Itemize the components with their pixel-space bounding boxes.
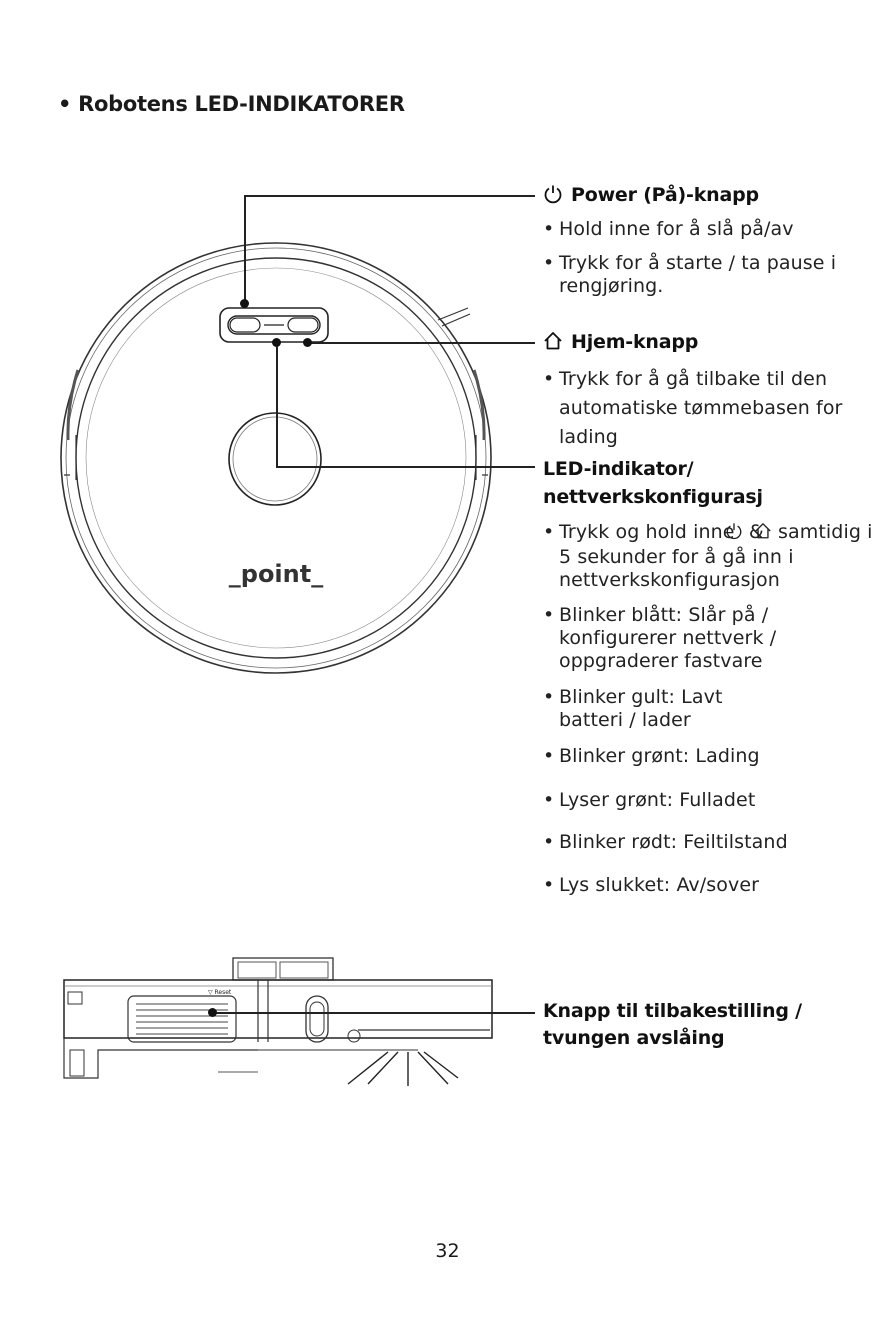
led-heading bbox=[543, 455, 763, 511]
led-status-off: • Lys slukket: Av/sover bbox=[543, 874, 760, 896]
reset-label: ▽ Reset bbox=[208, 989, 232, 996]
home-button-heading bbox=[543, 331, 698, 356]
power-icon bbox=[543, 184, 563, 209]
robot-side-view-illustration bbox=[58, 950, 498, 1090]
leader-line-led-vertical bbox=[276, 342, 278, 466]
led-status-green-blink: • Blinker grønt: Lading bbox=[543, 745, 760, 767]
home-icon bbox=[543, 331, 563, 356]
power-bullet-2: • Trykk for å starte / ta pause i rengjøring. bbox=[543, 252, 837, 297]
leader-dot-led bbox=[272, 338, 281, 347]
page-number: 32 bbox=[435, 1240, 460, 1262]
leader-dot-power bbox=[240, 299, 249, 308]
led-press-bullet: • Trykk og hold inne & samtidig i 5 sekunder for å gå inn i nettverkskonfigurasjon bbox=[543, 521, 873, 591]
home-icon bbox=[770, 522, 772, 546]
leader-line-led-horizontal bbox=[276, 466, 535, 468]
led-press-amp: & bbox=[748, 521, 764, 543]
power-heading-text: Power (På)-knapp bbox=[571, 184, 759, 206]
page-title: • Robotens LED-INDIKATORER bbox=[58, 92, 405, 116]
power-bullet-1: • Hold inne for å slå på/av bbox=[543, 218, 794, 240]
led-status-green-solid: • Lyser grønt: Fulladet bbox=[543, 789, 756, 811]
home-heading-text: Hjem-knapp bbox=[571, 331, 699, 353]
led-status-red: • Blinker rødt: Feiltilstand bbox=[543, 831, 788, 853]
leader-line-power-horizontal bbox=[244, 195, 535, 197]
power-icon bbox=[741, 522, 743, 546]
leader-dot-reset bbox=[208, 1008, 217, 1017]
led-heading-line1: LED-indikator/ bbox=[543, 458, 694, 480]
led-press-suffix: samtidig i 5 sekunder for å gå inn i nettverkskonfigurasjon bbox=[559, 521, 873, 591]
power-button-heading bbox=[543, 184, 759, 209]
brand-logo: _point_ bbox=[228, 560, 324, 588]
robot-top-view-illustration bbox=[58, 240, 498, 680]
led-status-blue: • Blinker blått: Slår på / konfigurerer nettverk / oppgraderer fastvare bbox=[543, 604, 777, 672]
reset-heading-line2: tvungen avslåing bbox=[543, 1027, 725, 1049]
reset-heading bbox=[543, 998, 802, 1052]
leader-dot-home bbox=[303, 338, 312, 347]
home-bullet-1: • Trykk for å gå tilbake til den automatiske tømmebasen for lading bbox=[543, 368, 843, 448]
leader-line-home bbox=[307, 342, 535, 344]
led-press-prefix: Trykk og hold inne bbox=[559, 521, 735, 543]
led-heading-line2: nettverkskonfigurasj bbox=[543, 486, 763, 508]
reset-heading-line1: Knapp til tilbakestilling / bbox=[543, 1000, 802, 1022]
leader-line-power-vertical bbox=[244, 195, 246, 303]
leader-line-reset bbox=[212, 1012, 535, 1014]
led-status-yellow: • Blinker gult: Lavt batteri / lader bbox=[543, 686, 723, 731]
